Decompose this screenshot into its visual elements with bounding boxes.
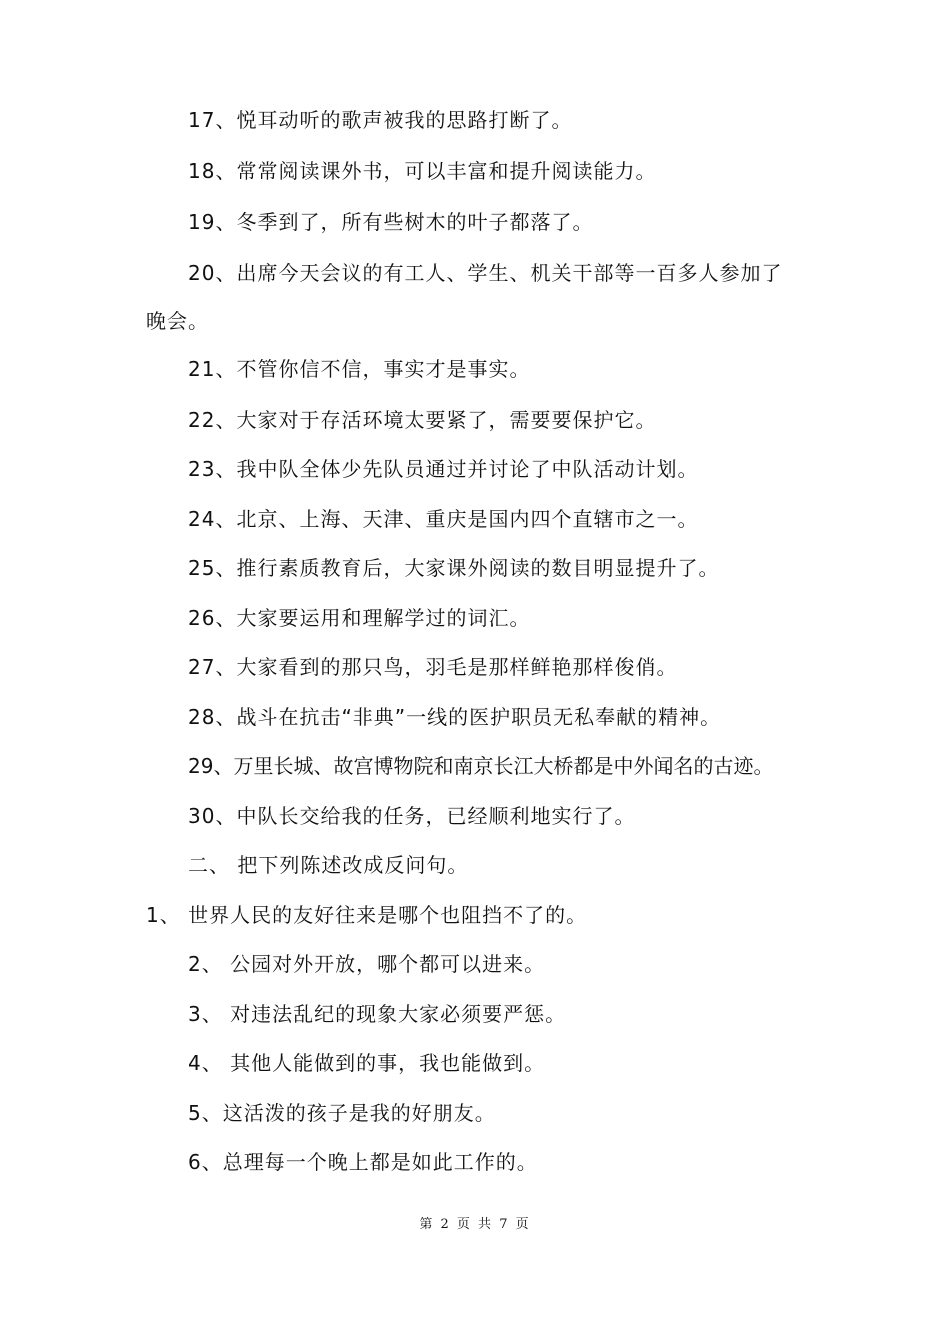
exercise-5: 5、这活泼的孩子是我的好朋友。 xyxy=(188,1101,496,1125)
sentence-23: 23、我中队全体少先队员通过并讨论了中队活动计划。 xyxy=(188,457,699,481)
sentence-17: 17、悦耳动听的歌声被我的思路打断了。 xyxy=(188,108,573,132)
section-heading: 二、 把下列陈述改成反问句。 xyxy=(188,853,469,877)
sentence-21: 21、不管你信不信，事实才是事实。 xyxy=(188,357,531,381)
page-number-footer: 第 2 页 共 7 页 xyxy=(419,1217,531,1232)
sentence-27: 27、大家看到的那只鸟，羽毛是那样鲜艳那样俊俏。 xyxy=(188,655,678,679)
sentence-29: 29、万里长城、故宫博物院和南京长江大桥都是中外闻名的古迹。 xyxy=(188,754,774,778)
exercise-6: 6、总理每一个晚上都是如此工作的。 xyxy=(188,1150,538,1174)
exercise-3: 3、 对违法乱纪的现象大家必须要严惩。 xyxy=(188,1002,567,1026)
sentence-30: 30、中队长交给我的任务，已经顺利地实行了。 xyxy=(188,804,636,828)
sentence-18: 18、常常阅读课外书，可以丰富和提升阅读能力。 xyxy=(188,159,657,183)
sentence-20: 20、出席今天会议的有工人、学生、机关干部等一百多人参加了 xyxy=(188,261,783,285)
sentence-26: 26、大家要运用和理解学过的词汇。 xyxy=(188,606,531,630)
exercise-1: 1、 世界人民的友好往来是哪个也阻挡不了的。 xyxy=(146,903,588,927)
sentence-20-continued: 晚会。 xyxy=(146,309,209,333)
sentence-25: 25、推行素质教育后，大家课外阅读的数目明显提升了。 xyxy=(188,556,720,580)
sentence-24: 24、北京、上海、天津、重庆是国内四个直辖市之一。 xyxy=(188,507,699,531)
sentence-19: 19、冬季到了，所有些树木的叶子都落了。 xyxy=(188,210,594,234)
sentence-22: 22、大家对于存活环境太要紧了，需要要保护它。 xyxy=(188,408,657,432)
exercise-2: 2、 公园对外开放，哪个都可以进来。 xyxy=(188,952,546,976)
sentence-28: 28、战斗在抗击“非典”一线的医护职员无私奉献的精神。 xyxy=(188,705,722,729)
exercise-4: 4、 其他人能做到的事，我也能做到。 xyxy=(188,1051,546,1075)
